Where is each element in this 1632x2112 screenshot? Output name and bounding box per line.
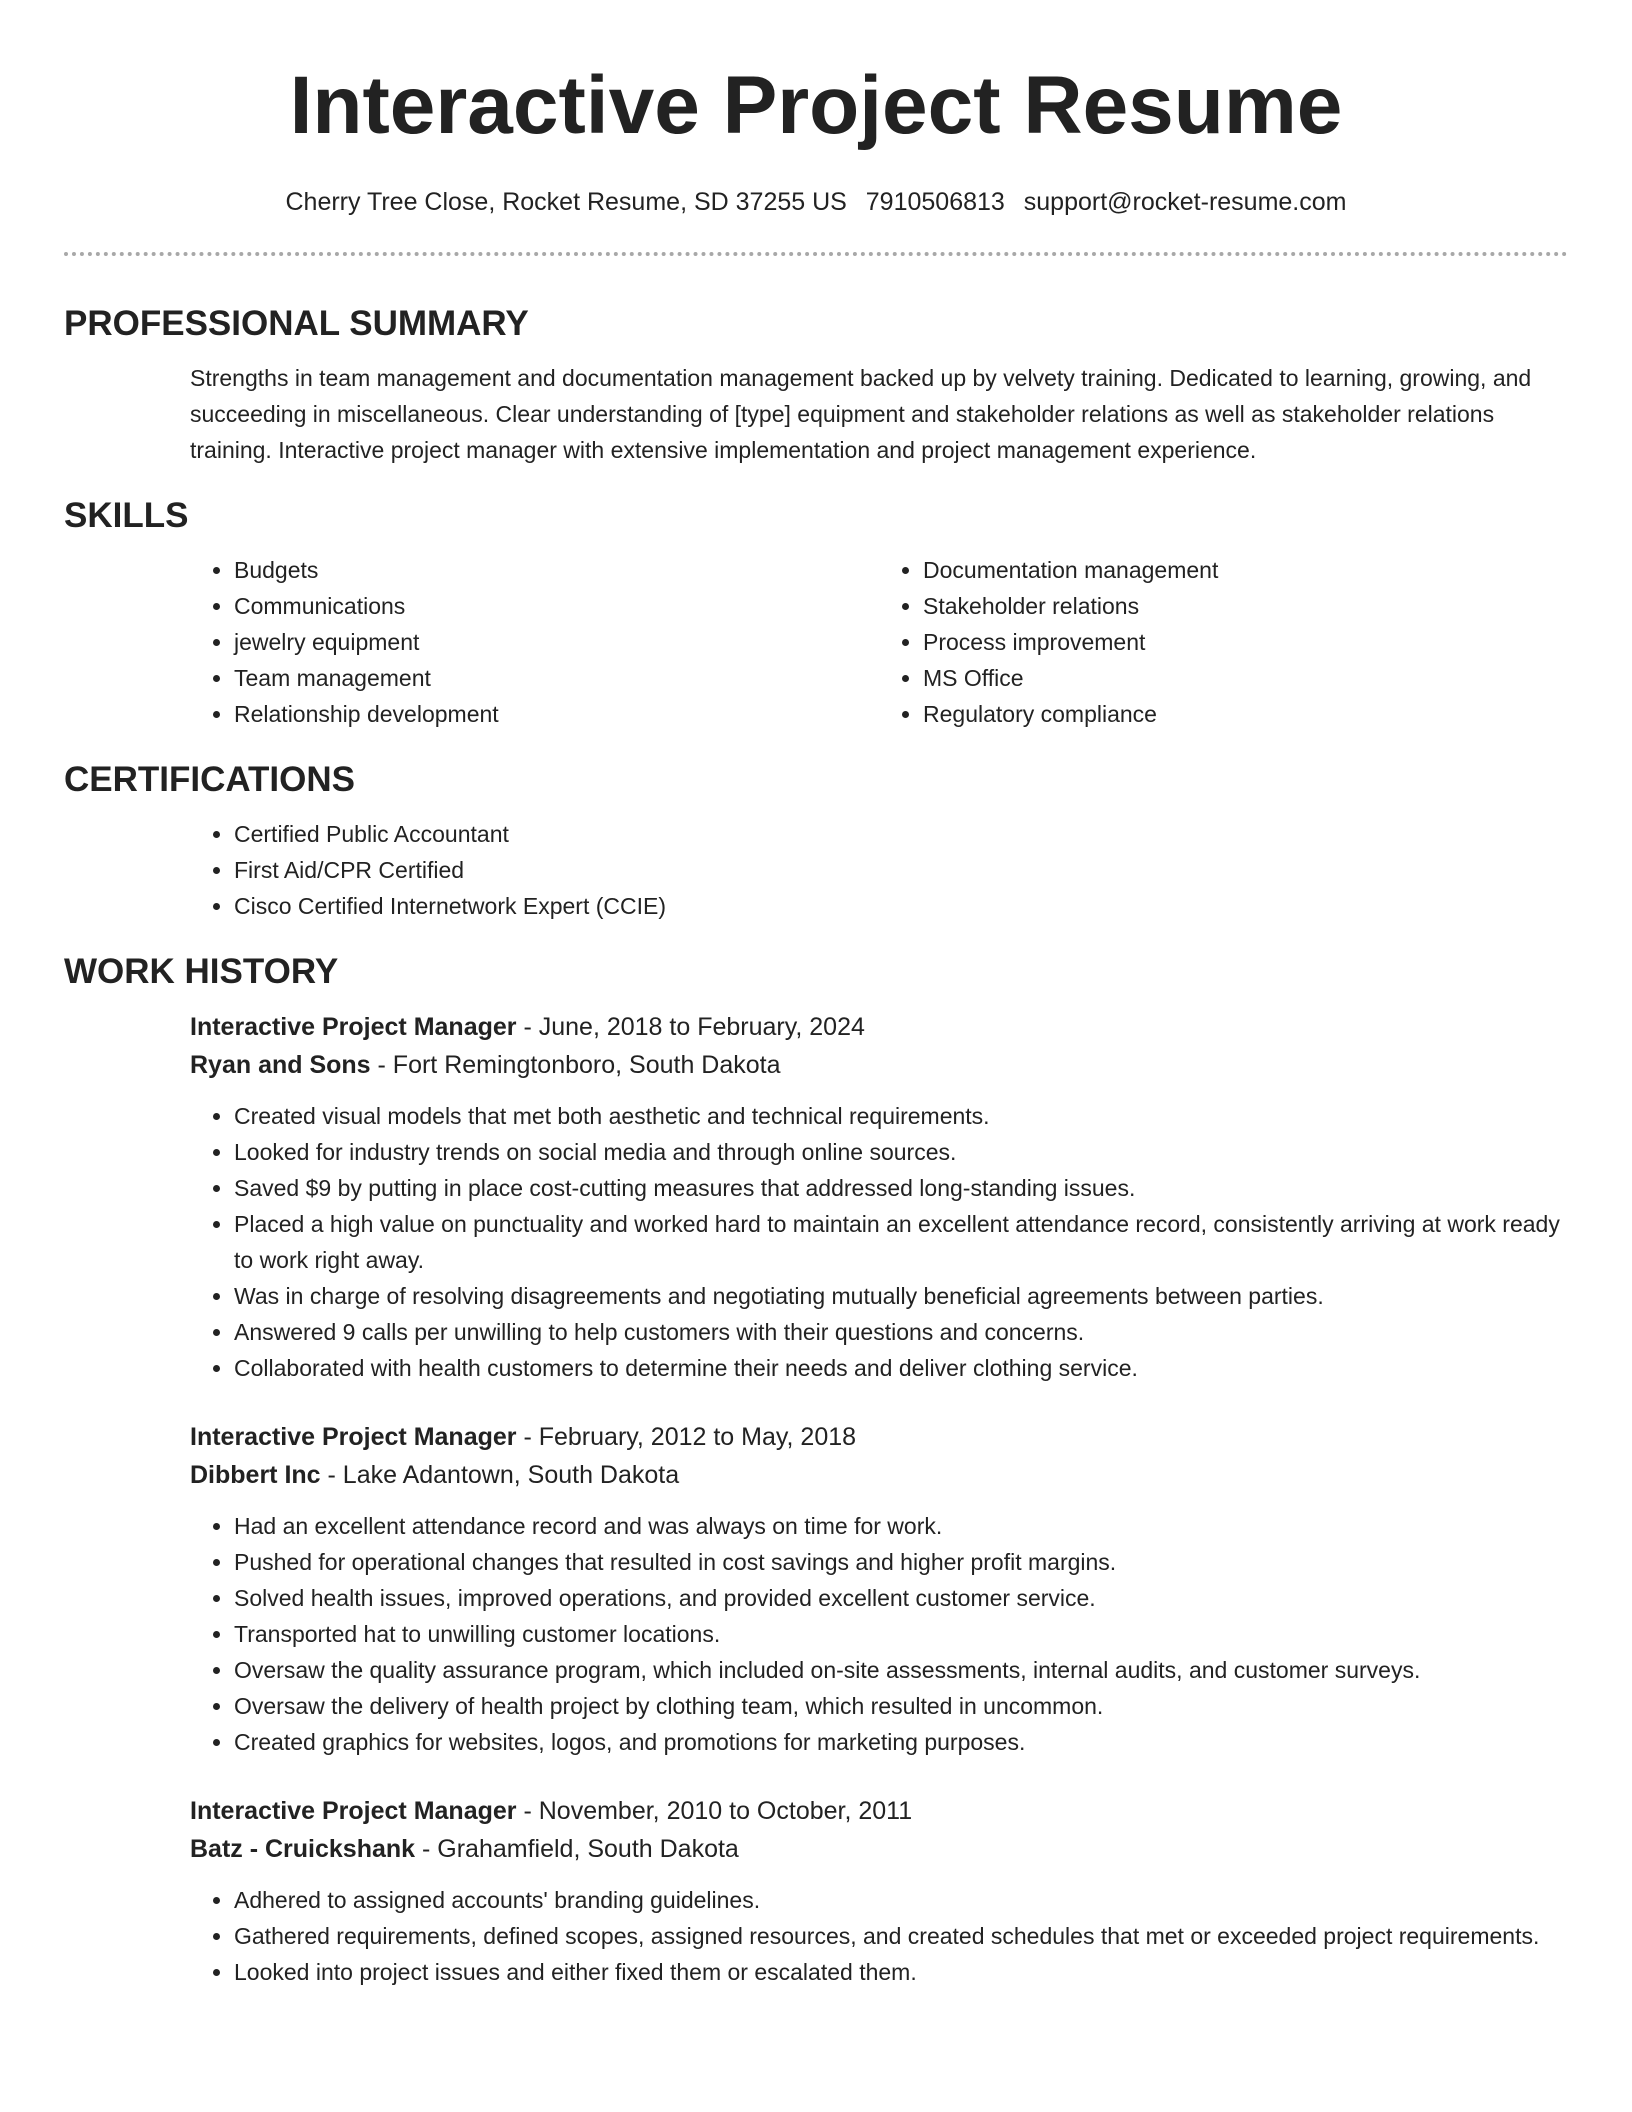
job-bullet: • Transported hat to unwilling customer locations. [234,1616,1568,1652]
job-bullet: • Was in charge of resolving disagreements and negotiating mutually beneficial agreements between parties. [234,1278,1568,1314]
job-bullet: • Oversaw the quality assurance program, which included on-site assessments, internal audits, and customer surveys. [234,1652,1568,1688]
skill-item: • MS Office [923,660,1568,696]
skill-item: • jewelry equipment [234,624,879,660]
job-title: Interactive Project Manager [190,1013,517,1041]
job-bullet: • Collaborated with health customers to determine their needs and deliver clothing service. [234,1350,1568,1386]
job-entry [64,1418,1568,1760]
job-title-line [190,1418,1568,1456]
job-bullet: • Looked for industry trends on social media and through online sources. [234,1134,1568,1170]
job-location: - Lake Adantown, South Dakota [320,1461,680,1489]
certification-item: • Cisco Certified Internetwork Expert (CCIE) [234,888,1568,924]
job-bullet: • Adhered to assigned accounts' branding guidelines. [234,1882,1568,1918]
skills-section [64,494,1568,732]
job-entry [64,1008,1568,1386]
skills-heading: SKILLS [64,496,189,535]
job-bullet: • Looked into project issues and either fixed them or escalated them. [234,1954,1568,1990]
header-divider [64,252,1568,256]
job-title: Interactive Project Manager [190,1797,517,1825]
job-bullet: • Pushed for operational changes that resulted in cost savings and higher profit margins. [234,1544,1568,1580]
certifications-heading: CERTIFICATIONS [64,760,356,799]
skills-list-left [190,552,879,732]
summary-heading: PROFESSIONAL SUMMARY [64,304,529,343]
skills-list-right [879,552,1568,732]
job-company-line [190,1046,1568,1084]
job-entry [64,1792,1568,1990]
summary-text: Strengths in team management and documentation management backed up by velvety training. Dedicated to learning, growing, and succeeding in miscellaneous. Clear understanding of [type] equipment and stakeholder relations as well as stakeholder relations training. Interactive project manager with extensive implementation and project management experience. [190,365,1532,463]
job-title: Interactive Project Manager [190,1423,517,1451]
job-company: Dibbert Inc [190,1461,321,1489]
work-history-heading: WORK HISTORY [64,952,339,991]
job-bullet: • Saved $9 by putting in place cost-cutting measures that addressed long-standing issues. [234,1170,1568,1206]
resume-title: Interactive Project Resume [289,60,1343,151]
skill-item: • Process improvement [923,624,1568,660]
skill-item: • Relationship development [234,696,879,732]
certification-item: • Certified Public Accountant [234,816,1568,852]
job-company-line [190,1830,1568,1868]
job-location: - Fort Remingtonboro, South Dakota [370,1051,781,1079]
job-bullet: • Created visual models that met both aesthetic and technical requirements. [234,1098,1568,1134]
job-title-line [190,1008,1568,1046]
certifications-list [190,816,1568,924]
skill-item: • Budgets [234,552,879,588]
skill-item: • Documentation management [923,552,1568,588]
job-location: - Grahamfield, South Dakota [415,1835,739,1863]
skill-item: • Team management [234,660,879,696]
job-bullet: • Placed a high value on punctuality and worked hard to maintain an excellent attendance record, consistently arriving at work ready to work right away. [234,1206,1568,1278]
skill-item: • Regulatory compliance [923,696,1568,732]
job-company-line [190,1456,1568,1494]
job-bullets [190,1098,1568,1386]
contact-line [64,186,1568,218]
job-bullets [190,1508,1568,1760]
job-bullet: • Oversaw the delivery of health project by clothing team, which resulted in uncommon. [234,1688,1568,1724]
job-bullet: • Solved health issues, improved operations, and provided excellent customer service. [234,1580,1568,1616]
contact-phone: 7910506813 [865,188,1005,216]
job-bullet: • Gathered requirements, defined scopes, assigned resources, and created schedules that met or exceeded project requirements. [234,1918,1568,1954]
skill-item: • Stakeholder relations [923,588,1568,624]
summary-section [64,302,1568,468]
job-bullet: • Created graphics for websites, logos, and promotions for marketing purposes. [234,1724,1568,1760]
work-history-section [64,950,1568,1990]
contact-email: support@rocket-resume.com [1023,188,1347,216]
job-company: Ryan and Sons [190,1051,371,1079]
job-dates: - November, 2010 to October, 2011 [516,1797,913,1825]
certifications-section [64,758,1568,924]
contact-address: Cherry Tree Close, Rocket Resume, SD 37255 US [285,188,847,216]
job-bullets [190,1882,1568,1990]
skill-item: • Communications [234,588,879,624]
job-dates: - June, 2018 to February, 2024 [516,1013,865,1041]
certification-item: • First Aid/CPR Certified [234,852,1568,888]
job-dates: - February, 2012 to May, 2018 [516,1423,857,1451]
job-title-line [190,1792,1568,1830]
job-company: Batz - Cruickshank [190,1835,416,1863]
job-bullet: • Answered 9 calls per unwilling to help customers with their questions and concerns. [234,1314,1568,1350]
job-bullet: • Had an excellent attendance record and was always on time for work. [234,1508,1568,1544]
